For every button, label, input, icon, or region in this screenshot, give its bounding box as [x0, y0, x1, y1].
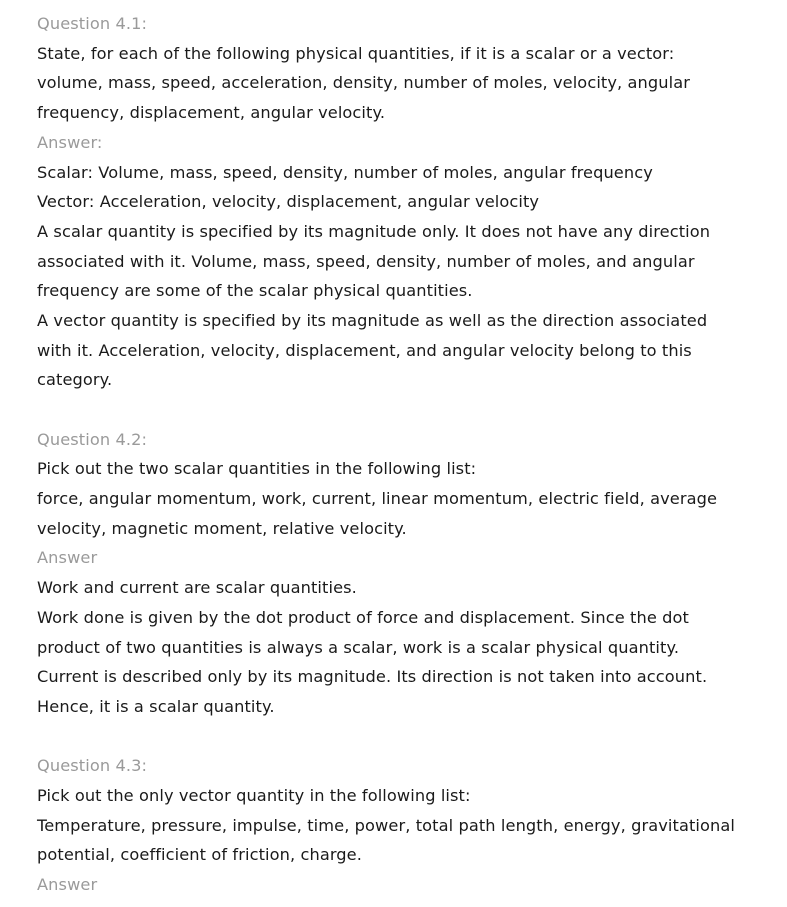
- question-text-line: Temperature, pressure, impulse, time, power, total path length, energy, gravitational: [37, 815, 736, 835]
- answer-text-line: product of two quantities is always a scalar, work is a scalar physical quantity.: [37, 637, 680, 657]
- answer-text-line: associated with it. Volume, mass, speed, density, number of moles, and angular: [37, 251, 695, 271]
- question-text-line: velocity, magnetic moment, relative velocity.: [37, 518, 407, 538]
- question-text-line: force, angular momentum, work, current, linear momentum, electric field, average: [37, 489, 718, 509]
- answer-text-line: frequency are some of the scalar physical quantities.: [37, 281, 473, 301]
- answer-text-line: A scalar quantity is specified by its magnitude only. It does not have any direction: [37, 221, 711, 241]
- question-text-line: State, for each of the following physical quantities, if it is a scalar or a vector:: [37, 43, 675, 63]
- question-text-line: volume, mass, speed, acceleration, density, number of moles, velocity, angular: [37, 73, 691, 93]
- answer-text-line: Vector: Acceleration, velocity, displacement, angular velocity: [37, 192, 540, 212]
- answer-label: Answer: [37, 874, 98, 894]
- question-section-4-3: [37, 751, 777, 900]
- document-page: [37, 9, 777, 900]
- question-label: Question 4.1:: [37, 14, 148, 33]
- section-spacer: [37, 395, 777, 425]
- answer-text-line: Work and current are scalar quantities.: [37, 578, 357, 598]
- question-section-4-2: [37, 425, 777, 722]
- answer-text-line: with it. Acceleration, velocity, displacement, and angular velocity belong to this: [37, 340, 692, 360]
- answer-text-line: category.: [37, 370, 113, 390]
- question-text-line: frequency, displacement, angular velocity.: [37, 103, 386, 123]
- answer-text-line: Hence, it is a scalar quantity.: [37, 696, 275, 716]
- question-text-line: Pick out the only vector quantity in the following list:: [37, 785, 471, 805]
- question-text-line: potential, coefficient of friction, charge.: [37, 845, 362, 865]
- question-label: Question 4.3:: [37, 756, 148, 776]
- answer-label: Answer: [37, 548, 98, 568]
- question-label: Question 4.2:: [37, 429, 148, 449]
- answer-text-line: A vector quantity is specified by its magnitude as well as the direction associated: [37, 311, 708, 331]
- question-text-line: Pick out the two scalar quantities in the following list:: [37, 459, 477, 479]
- question-section-4-1: [37, 9, 777, 395]
- answer-text-line: Work done is given by the dot product of force and displacement. Since the dot: [37, 607, 689, 627]
- answer-label: Answer:: [37, 132, 103, 152]
- answer-text-line: Current is described only by its magnitude. Its direction is not taken into account.: [37, 667, 708, 687]
- section-spacer: [37, 722, 777, 752]
- answer-text-line: Scalar: Volume, mass, speed, density, number of moles, angular frequency: [37, 162, 653, 182]
